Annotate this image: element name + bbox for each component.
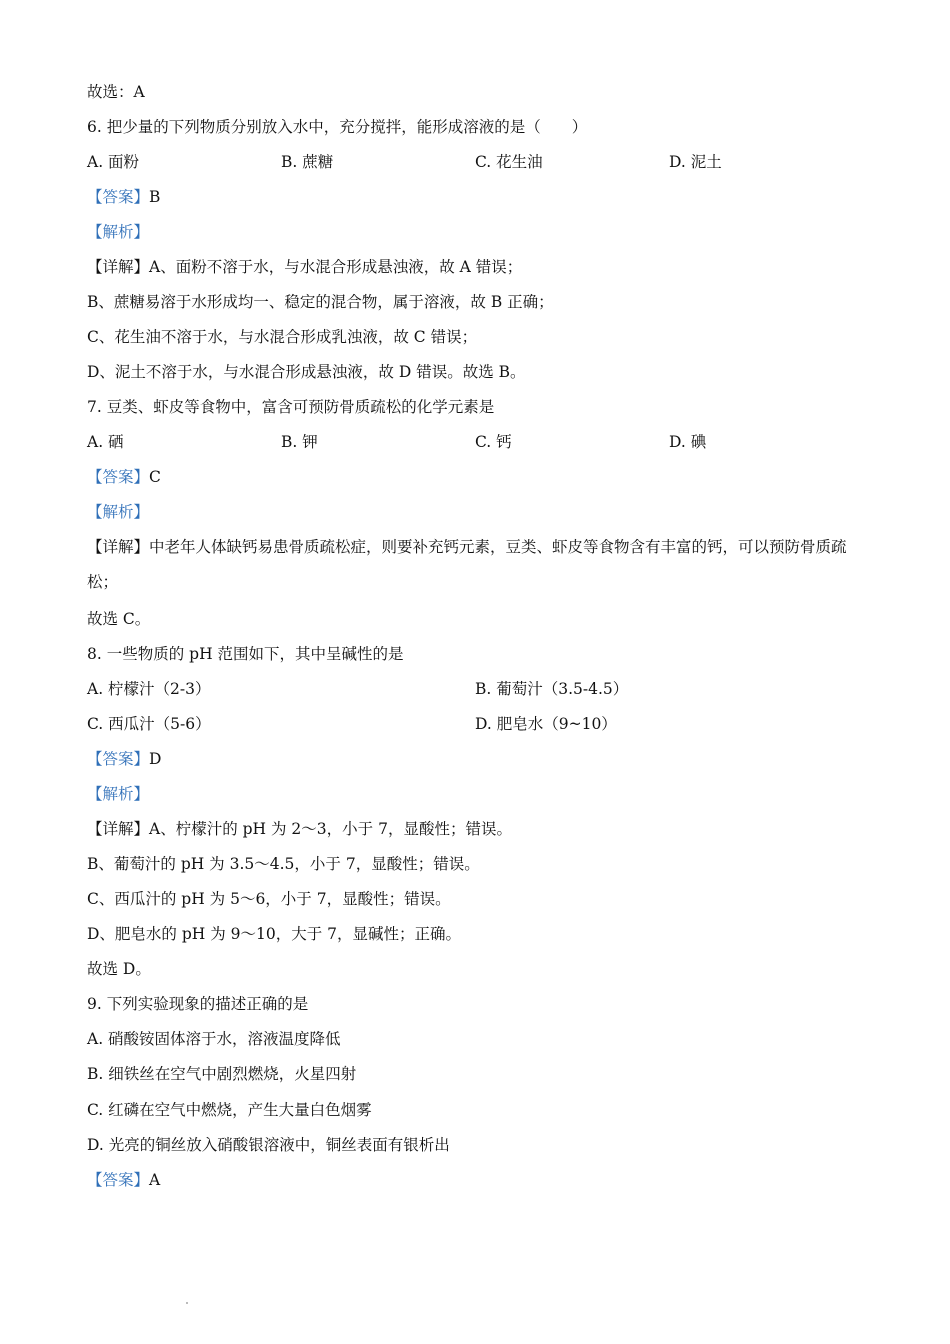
q6-detail-3: C、花生油不溶于水，与水混合形成乳浊液，故 C 错误； (87, 328, 478, 346)
conclusion-line: 故选：A (87, 83, 145, 101)
question-9-stem: 9. 下列实验现象的描述正确的是 (87, 995, 309, 1013)
q8-option-d: D. 肥皂水（9~10） (475, 715, 617, 733)
q6-option-a: A. 面粉 (87, 153, 140, 171)
question-6-stem: 6. 把少量的下列物质分别放入水中，充分搅拌，能形成溶液的是（ ） (87, 118, 588, 136)
q6-analysis-tag (87, 222, 149, 242)
question-7-stem: 7. 豆类、虾皮等食物中，富含可预防骨质疏松的化学元素是 (87, 398, 495, 416)
q6-detail-4: D、泥土不溶于水，与水混合形成悬浊液，故 D 错误。故选 B。 (87, 363, 526, 381)
q7-detail-1 (87, 530, 867, 600)
detail-text: A、柠檬汁的 pH 为 2～3，小于 7，显酸性；错误。 (149, 820, 512, 838)
detail-text: A、面粉不溶于水，与水混合形成悬浊液，故 A 错误； (149, 258, 523, 276)
q8-detail-2: B、葡萄汁的 pH 为 3.5～4.5，小于 7，显酸性；错误。 (87, 855, 480, 873)
answer-tag: 【答案】 (87, 188, 150, 206)
q7-option-b: B. 钾 (281, 433, 318, 451)
q6-detail-2: B、蔗糖易溶于水形成均一、稳定的混合物，属于溶液，故 B 正确； (87, 293, 554, 311)
q9-option-d: D. 光亮的铜丝放入硝酸银溶液中，铜丝表面有银析出 (87, 1136, 450, 1154)
q9-option-b: B. 细铁丝在空气中剧烈燃烧，火星四射 (87, 1065, 357, 1083)
q6-option-d: D. 泥土 (669, 153, 722, 171)
q8-option-b: B. 葡萄汁（3.5-4.5） (475, 680, 629, 698)
q7-option-a: A. 硒 (87, 433, 124, 451)
question-8-stem: 8. 一些物质的 pH 范围如下，其中呈碱性的是 (87, 645, 404, 663)
detail-tag: 【详解】 (87, 258, 150, 276)
q7-option-c: C. 钙 (475, 433, 512, 451)
q8-analysis-tag (87, 784, 149, 804)
q6-option-b: B. 蔗糖 (281, 153, 334, 171)
q7-conclusion: 故选 C。 (87, 610, 151, 628)
answer-value: C (149, 468, 161, 486)
q9-option-a: A. 硝酸铵固体溶于水，溶液温度降低 (87, 1030, 341, 1048)
q9-option-c: C. 红磷在空气中燃烧，产生大量白色烟雾 (87, 1101, 372, 1119)
detail-tag: 【详解】 (87, 538, 150, 556)
detail-tag: 【详解】 (87, 820, 150, 838)
q7-option-d: D. 碘 (669, 433, 707, 451)
q8-conclusion: 故选 D。 (87, 960, 151, 978)
q8-option-c: C. 西瓜汁（5-6） (87, 715, 211, 733)
q8-detail-3: C、西瓜汁的 pH 为 5～6，小于 7，显酸性；错误。 (87, 890, 451, 908)
q6-answer (87, 187, 160, 207)
q8-option-a: A. 柠檬汁（2-3） (87, 680, 211, 698)
analysis-tag: 【解析】 (87, 785, 150, 803)
scan-speck (186, 1302, 188, 1304)
answer-value: D (149, 750, 162, 768)
q7-analysis-tag (87, 502, 149, 522)
detail-text: 中老年人体缺钙易患骨质疏松症，则要补充钙元素，豆类、虾皮等食物含有丰富的钙，可以预防骨质疏松； (87, 538, 847, 591)
answer-value: B (149, 188, 161, 206)
q7-answer (87, 467, 161, 487)
q6-detail-1 (87, 257, 522, 277)
answer-tag: 【答案】 (87, 468, 150, 486)
analysis-tag: 【解析】 (87, 503, 150, 521)
q8-detail-4: D、肥皂水的 pH 为 9～10，大于 7，显碱性；正确。 (87, 925, 462, 943)
q9-answer (87, 1170, 160, 1190)
q8-answer (87, 749, 161, 769)
q6-option-c: C. 花生油 (475, 153, 543, 171)
analysis-tag: 【解析】 (87, 223, 150, 241)
answer-tag: 【答案】 (87, 1171, 150, 1189)
answer-tag: 【答案】 (87, 750, 150, 768)
answer-value: A (149, 1171, 161, 1189)
q8-detail-1 (87, 819, 512, 839)
